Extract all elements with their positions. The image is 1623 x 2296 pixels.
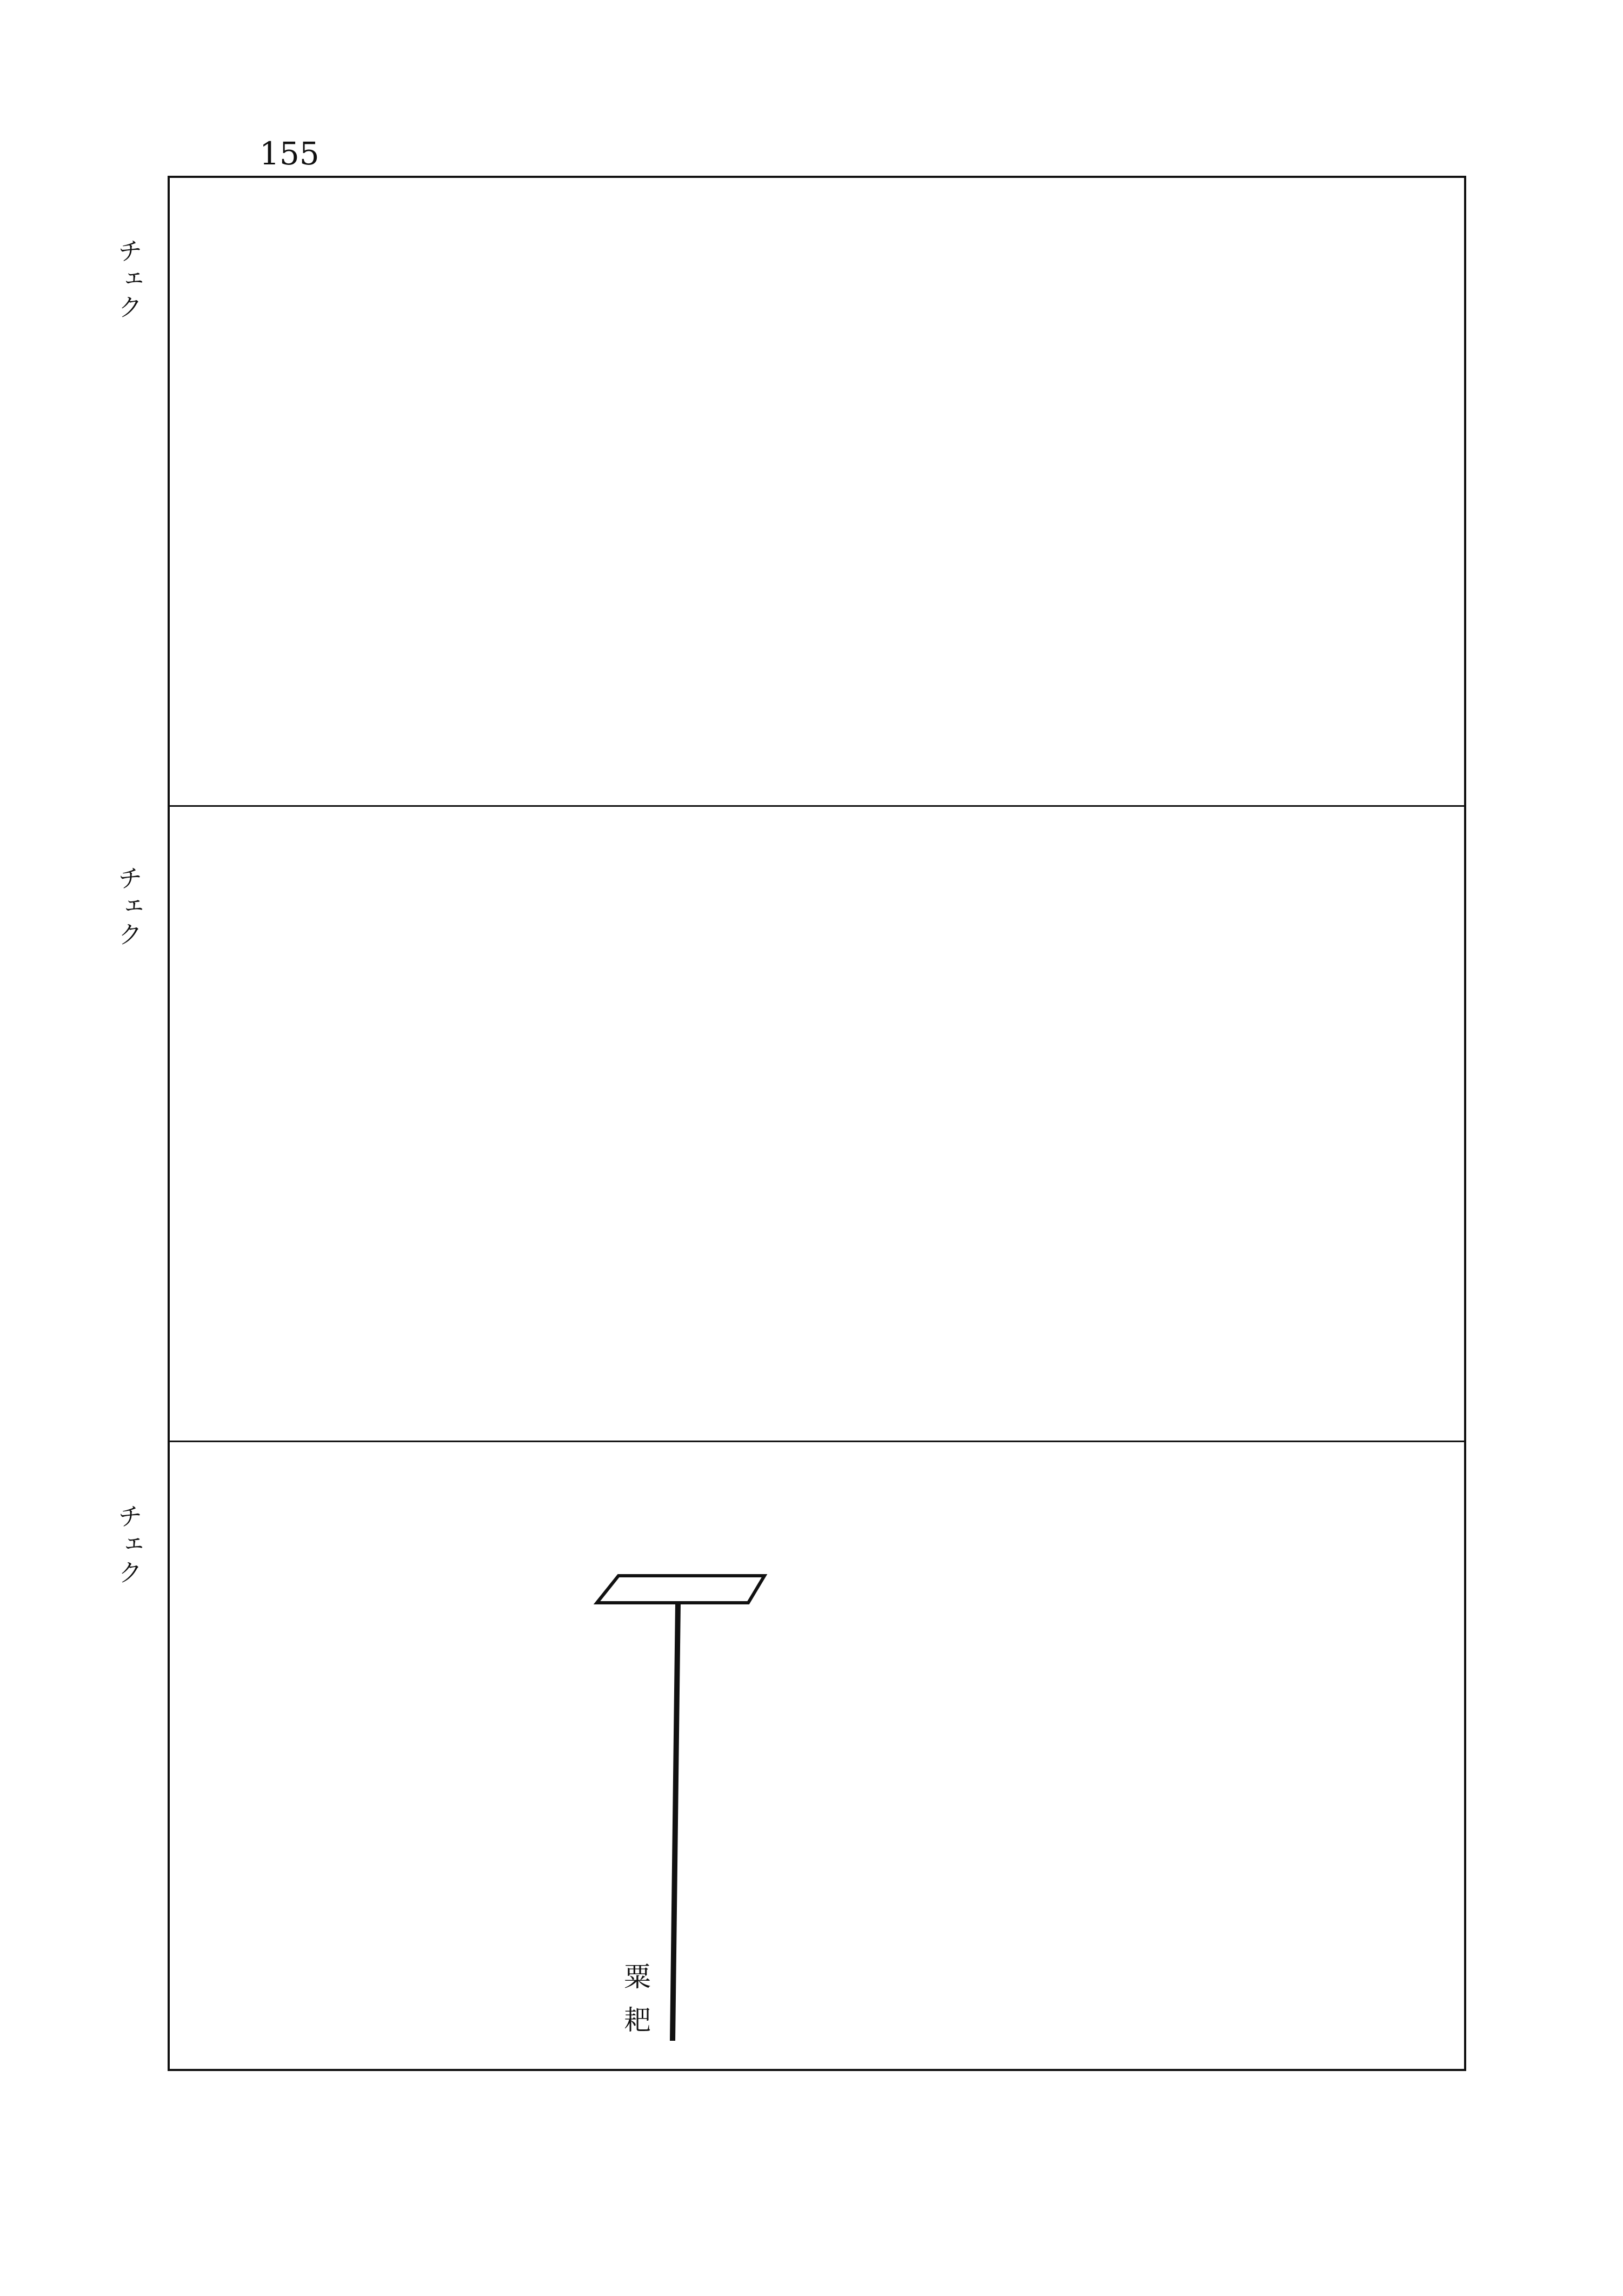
band-divider-1 [170,805,1464,807]
page-frame [168,176,1466,2071]
illustration-caption: 粟耙 [620,1962,651,2049]
side-header-middle: チェク [114,865,143,950]
band-divider-2 [170,1441,1464,1442]
entry-band-bottom [183,1449,1451,2065]
side-header-top: チェク [114,238,143,322]
page-number: 155 [260,135,320,172]
side-header-bottom: チェク [114,1503,143,1588]
